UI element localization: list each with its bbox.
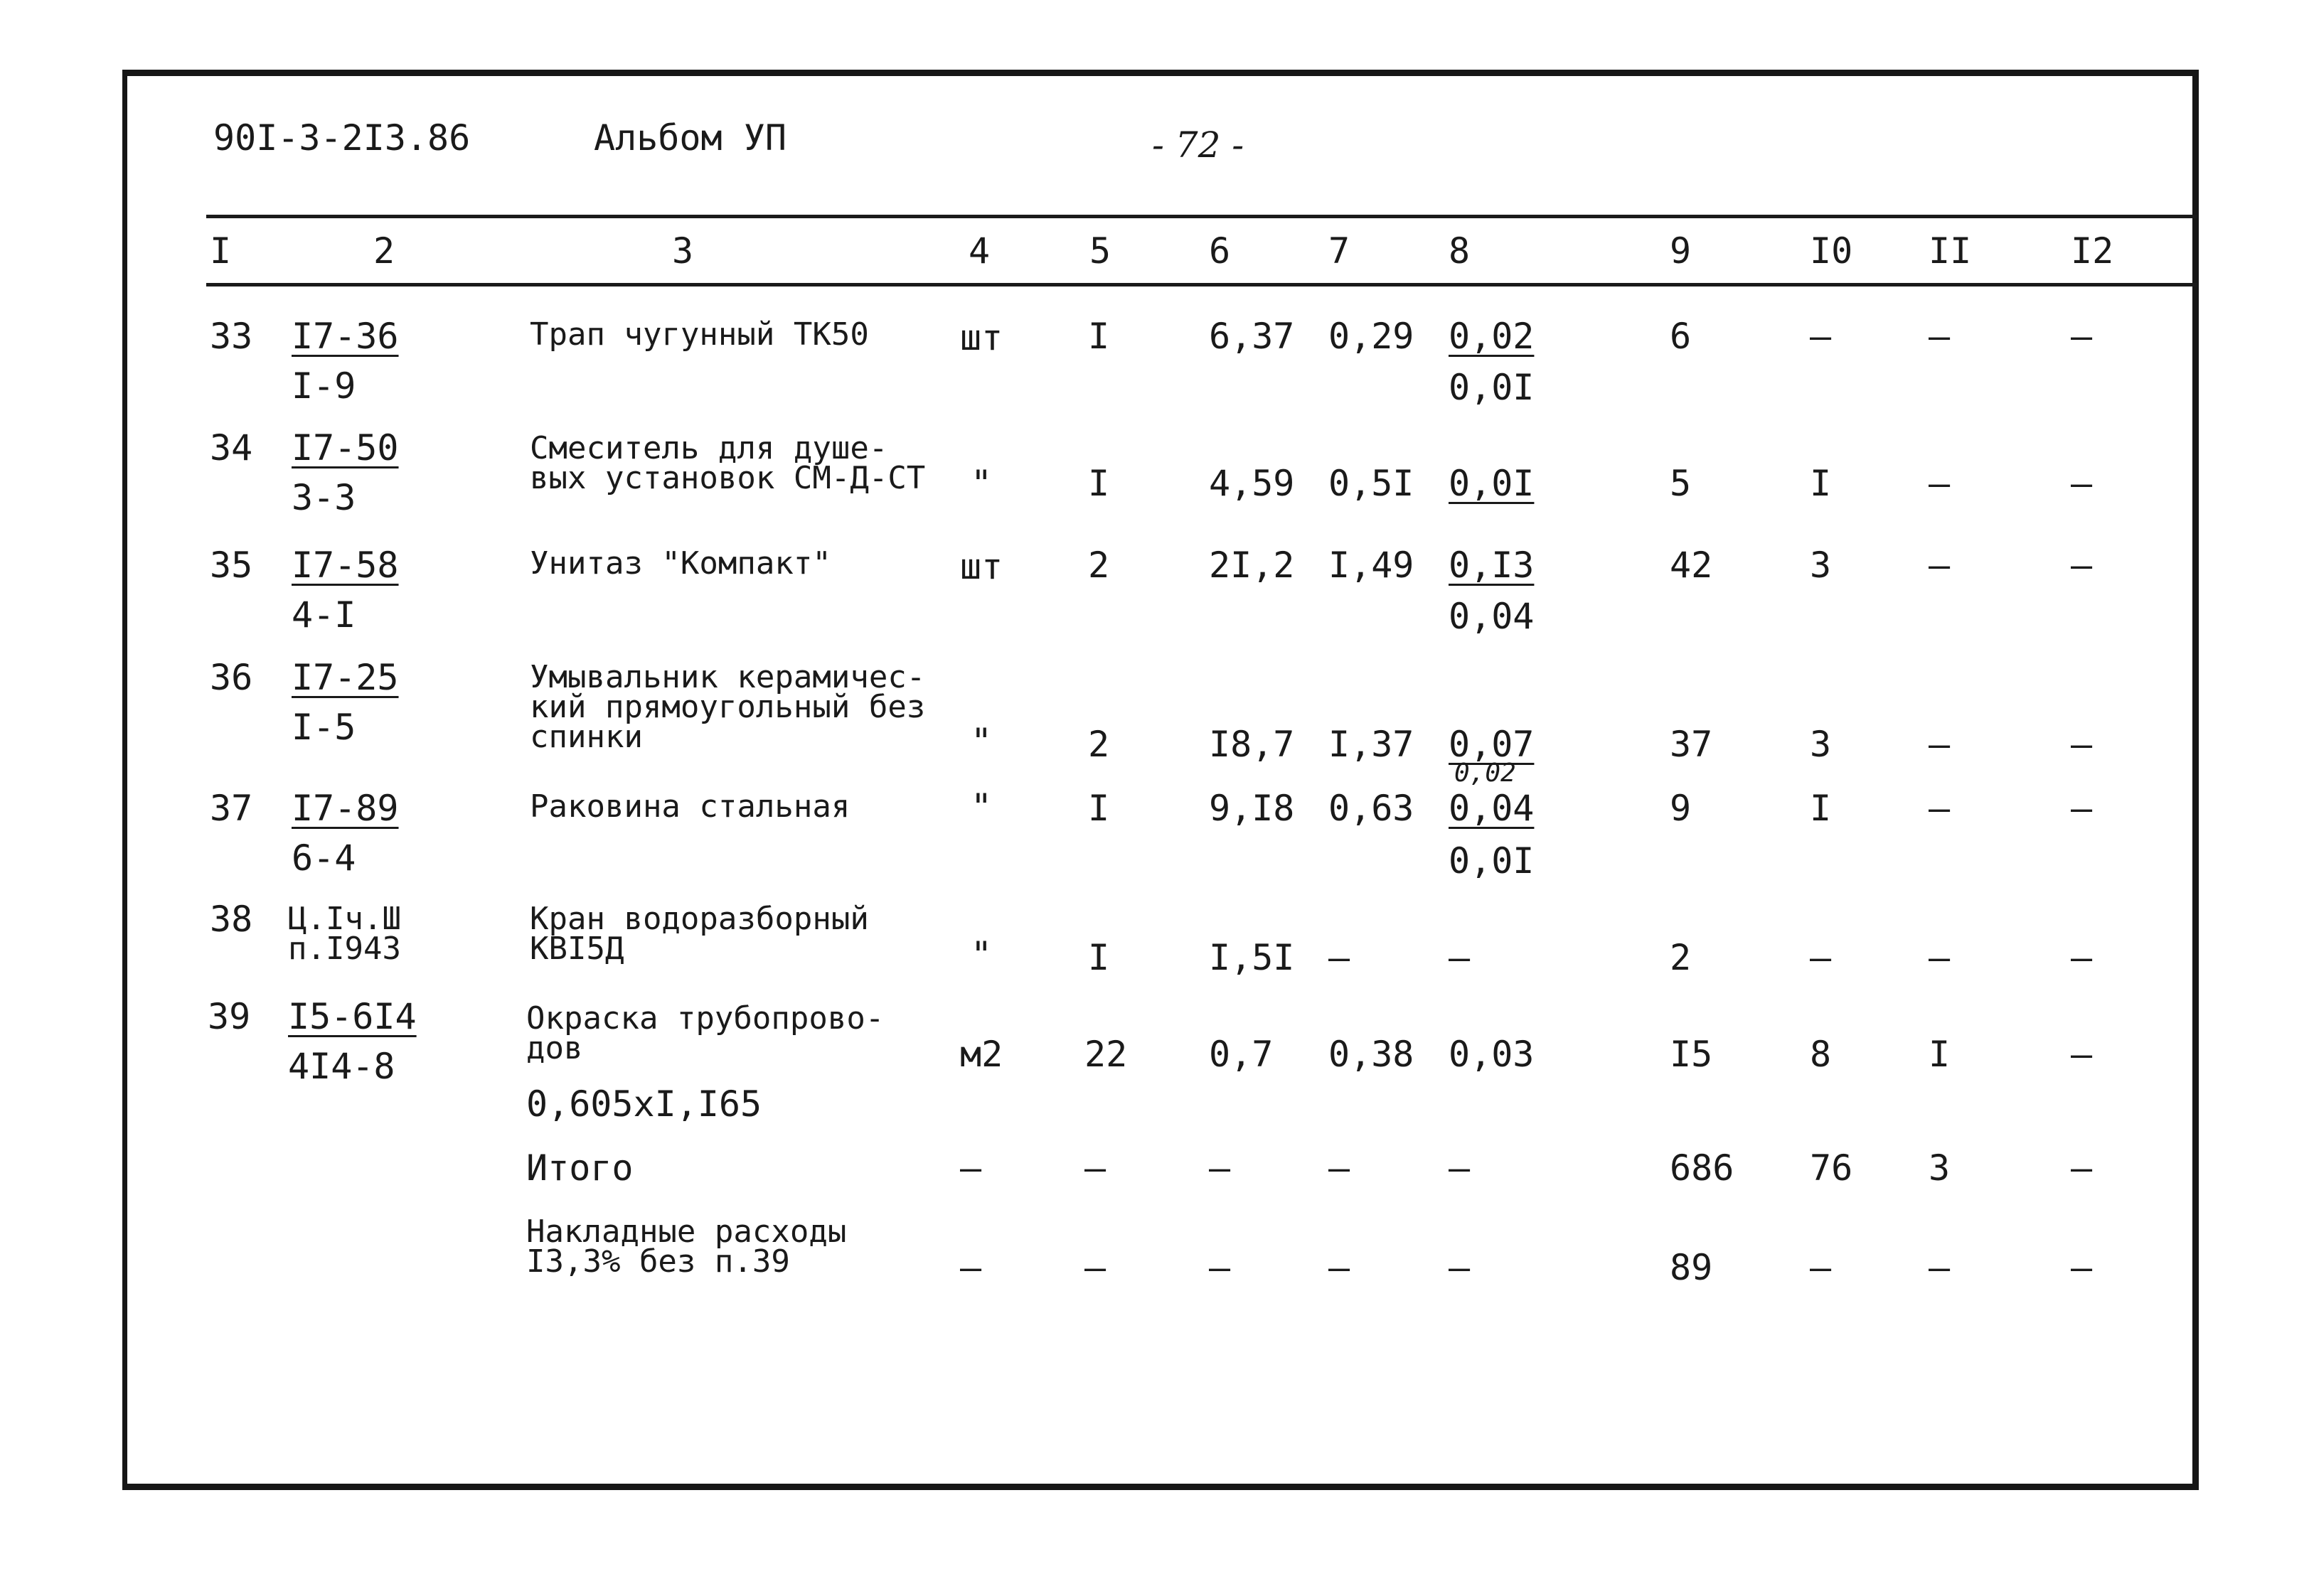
unit-cost: 0,7 xyxy=(1209,1034,1274,1075)
norm-subcode: 4-I xyxy=(292,594,356,636)
machine-wage-cost: 0,02 xyxy=(1454,759,1516,788)
norm-subcode: п.I943 xyxy=(288,931,401,967)
total-unit: – xyxy=(960,1147,982,1189)
overhead-cost: 89 xyxy=(1670,1247,1713,1288)
document-code: 90I-3-2I3.86 xyxy=(213,117,471,159)
item-description: Унитаз "Компакт" xyxy=(530,545,831,582)
item-description: Умывальник керамичес- xyxy=(530,659,926,695)
total-machine-wage: – xyxy=(2071,724,2093,765)
norm-code: I7-50 xyxy=(292,427,399,468)
header-rule xyxy=(206,215,2197,218)
overhead-machine-wage: – xyxy=(2071,1247,2093,1288)
column-number: 4 xyxy=(969,230,991,272)
total-machine: 3 xyxy=(1929,1147,1951,1189)
wage-cost: I,37 xyxy=(1328,724,1414,765)
overhead-label: I3,3% без п.39 xyxy=(526,1243,790,1280)
item-description: спинки xyxy=(530,719,643,755)
norm-code: I7-36 xyxy=(292,316,399,357)
item-description: дов xyxy=(526,1030,583,1066)
item-description: Смеситель для душе- xyxy=(530,430,888,466)
quantity: I xyxy=(1088,316,1110,357)
total-wage: 3 xyxy=(1810,545,1832,586)
total-cost: 42 xyxy=(1670,545,1713,586)
machine-cost: 0,04 xyxy=(1449,788,1535,829)
column-number: 6 xyxy=(1209,230,1231,272)
total-wage: 76 xyxy=(1810,1147,1853,1189)
norm-code: I7-58 xyxy=(292,545,399,586)
total-machine: I xyxy=(1929,1034,1951,1075)
machine-wage-cost: 0,0I xyxy=(1449,840,1535,882)
total-machine: – xyxy=(1929,316,1951,357)
wage-cost: I,49 xyxy=(1328,545,1414,586)
norm-code: I7-89 xyxy=(292,788,399,829)
column-number: 2 xyxy=(373,230,395,272)
total-cost: 686 xyxy=(1670,1147,1734,1189)
overhead-label: Накладные расходы xyxy=(526,1214,847,1250)
quantity: 2 xyxy=(1088,545,1110,586)
total-machine-wage: – xyxy=(2071,316,2093,357)
row-number: 38 xyxy=(210,899,253,940)
total-machine: – xyxy=(1929,788,1951,829)
unit: " xyxy=(971,721,993,762)
column-number: I0 xyxy=(1810,230,1853,272)
total-wage: I xyxy=(1810,788,1832,829)
machine-cost: 0,0I xyxy=(1449,463,1535,504)
machine-cost: 0,02 xyxy=(1449,316,1535,357)
page-number: - 72 - xyxy=(1152,124,1244,166)
unit-cost: I8,7 xyxy=(1209,724,1295,765)
norm-code: I5-6I4 xyxy=(288,996,417,1037)
column-number: 3 xyxy=(672,230,694,272)
row-number: 36 xyxy=(210,657,253,698)
unit-cost: 6,37 xyxy=(1209,316,1295,357)
norm-code: I7-25 xyxy=(292,657,399,698)
column-number: 9 xyxy=(1670,230,1692,272)
wage-cost: – xyxy=(1328,937,1350,978)
unit-cost: 2I,2 xyxy=(1209,545,1295,586)
wage-cost: 0,63 xyxy=(1328,788,1414,829)
row-number: 35 xyxy=(210,545,253,586)
item-formula: 0,605хI,I65 xyxy=(526,1083,762,1125)
machine-cost: 0,I3 xyxy=(1449,545,1535,586)
total-wage-cost: – xyxy=(1328,1147,1350,1189)
unit: м2 xyxy=(960,1034,1003,1075)
total-machine-wage: – xyxy=(2071,545,2093,586)
row-number: 34 xyxy=(210,427,253,468)
overhead-unit-cost: – xyxy=(1209,1247,1231,1288)
overhead-wage-cost: – xyxy=(1328,1247,1350,1288)
total-cost: I5 xyxy=(1670,1034,1713,1075)
total-machine-wage: – xyxy=(2071,1147,2093,1189)
column-number: 7 xyxy=(1328,230,1350,272)
unit-cost: I,5I xyxy=(1209,937,1295,978)
total-wage: – xyxy=(1810,316,1832,357)
quantity: 22 xyxy=(1084,1034,1128,1075)
column-number: I2 xyxy=(2071,230,2114,272)
column-number: 8 xyxy=(1449,230,1471,272)
machine-wage-cost: 0,0I xyxy=(1449,367,1535,408)
item-description: КВI5Д xyxy=(530,931,624,967)
overhead-machine-cost: – xyxy=(1449,1247,1471,1288)
quantity: I xyxy=(1088,463,1110,504)
unit-cost: 4,59 xyxy=(1209,463,1295,504)
total-machine: – xyxy=(1929,463,1951,504)
unit: шт xyxy=(960,546,1003,587)
total-label: Итого xyxy=(526,1147,634,1189)
wage-cost: 0,5I xyxy=(1328,463,1414,504)
total-cost: 9 xyxy=(1670,788,1692,829)
norm-code: Ц.Iч.Ш xyxy=(288,901,401,937)
column-number: II xyxy=(1929,230,1972,272)
total-wage: 3 xyxy=(1810,724,1832,765)
machine-wage-cost: 0,04 xyxy=(1449,596,1535,637)
norm-subcode: 3-3 xyxy=(292,477,356,518)
wage-cost: 0,29 xyxy=(1328,316,1414,357)
total-quantity: – xyxy=(1084,1147,1106,1189)
item-description: кий прямоугольный без xyxy=(530,689,926,725)
column-number: 5 xyxy=(1089,230,1111,272)
total-machine: – xyxy=(1929,545,1951,586)
overhead-wage: – xyxy=(1810,1247,1832,1288)
total-machine-wage: – xyxy=(2071,937,2093,978)
item-description: вых установок СМ-Д-СТ xyxy=(530,460,926,496)
unit: " xyxy=(971,786,993,828)
overhead-quantity: – xyxy=(1084,1247,1106,1288)
quantity: 2 xyxy=(1088,724,1110,765)
item-description: Трап чугунный ТК50 xyxy=(530,316,869,353)
total-cost: 5 xyxy=(1670,463,1692,504)
unit-cost: 9,I8 xyxy=(1209,788,1295,829)
unit: " xyxy=(971,934,993,975)
total-machine-wage: – xyxy=(2071,788,2093,829)
total-unit-cost: – xyxy=(1209,1147,1231,1189)
unit: шт xyxy=(960,317,1003,358)
item-description: Кран водоразборный xyxy=(530,901,869,937)
quantity: I xyxy=(1088,937,1110,978)
overhead-machine: – xyxy=(1929,1247,1951,1288)
overhead-unit: – xyxy=(960,1247,982,1288)
column-number: I xyxy=(210,230,232,272)
machine-cost: 0,03 xyxy=(1449,1034,1535,1075)
total-machine-wage: – xyxy=(2071,463,2093,504)
item-description: Раковина стальная xyxy=(530,788,850,825)
total-wage: I xyxy=(1810,463,1832,504)
column-header-rule xyxy=(206,283,2197,286)
total-cost: 6 xyxy=(1670,316,1692,357)
item-description: Окраска трубопрово- xyxy=(526,1000,885,1037)
total-wage: – xyxy=(1810,937,1832,978)
norm-subcode: I-5 xyxy=(292,707,356,748)
total-machine-wage: – xyxy=(2071,1034,2093,1075)
unit: " xyxy=(971,463,993,504)
total-machine: – xyxy=(1929,724,1951,765)
norm-subcode: 6-4 xyxy=(292,837,356,879)
machine-cost: 0,07 xyxy=(1449,724,1535,765)
row-number: 39 xyxy=(208,996,251,1037)
row-number: 33 xyxy=(210,316,253,357)
wage-cost: 0,38 xyxy=(1328,1034,1414,1075)
total-cost: 37 xyxy=(1670,724,1713,765)
quantity: I xyxy=(1088,788,1110,829)
total-machine-cost: – xyxy=(1449,1147,1471,1189)
norm-subcode: I-9 xyxy=(292,365,356,407)
total-wage: 8 xyxy=(1810,1034,1832,1075)
album-label: Альбом УП xyxy=(594,117,786,159)
total-cost: 2 xyxy=(1670,937,1692,978)
machine-cost: – xyxy=(1449,937,1471,978)
norm-subcode: 4I4-8 xyxy=(288,1046,395,1087)
row-number: 37 xyxy=(210,788,253,829)
total-machine: – xyxy=(1929,937,1951,978)
